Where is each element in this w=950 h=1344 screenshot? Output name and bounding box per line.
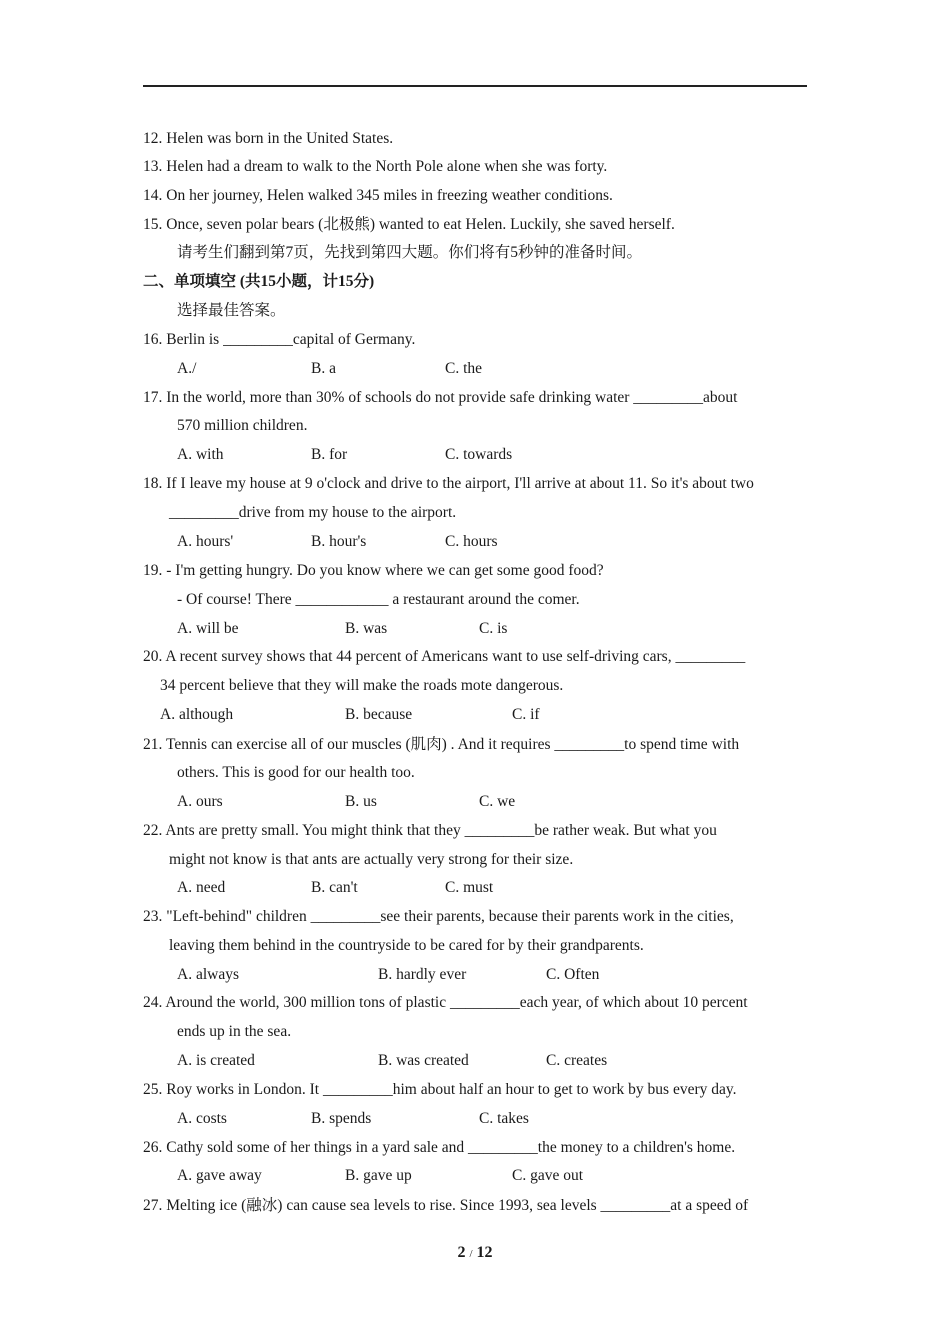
listening-instruction: 请考生们翻到第7页，先找到第四大题。你们将有5秒钟的准备时间。: [177, 244, 643, 261]
question-23-option-b: B. hardly ever: [378, 966, 467, 983]
page-number: [0, 1244, 950, 1262]
header-rule: [143, 85, 807, 87]
question-18-option-b: B. hour's: [311, 533, 367, 550]
question-22-option-a: A. need: [177, 879, 226, 896]
question-16-option-c: C. the: [445, 360, 483, 377]
question-17-stem-cont: 570 million children.: [177, 417, 308, 434]
question-21-stem: 21. Tennis can exercise all of our muscles (肌肉) . And it requires _________to spend time with: [143, 736, 740, 753]
question-22-option-b: B. can't: [311, 879, 358, 896]
page-separator: /: [469, 1248, 473, 1260]
question-16-stem: 16. Berlin is _________capital of Germany.: [143, 331, 416, 348]
question-21-stem-cont: others. This is good for our health too.: [177, 764, 415, 781]
question-22-stem: 22. Ants are pretty small. You might think that they _________be rather weak. But what you: [143, 822, 717, 839]
question-18-stem-cont: _________drive from my house to the airport.: [169, 504, 457, 521]
statement-13: 13. Helen had a dream to walk to the North Pole alone when she was forty.: [143, 158, 608, 175]
question-19-option-a: A. will be: [177, 620, 239, 637]
question-20-option-c: C. if: [512, 706, 540, 723]
question-22-stem-cont: might not know is that ants are actually very strong for their size.: [169, 851, 574, 868]
question-25-option-a: A. costs: [177, 1110, 227, 1127]
question-17-option-c: C. towards: [445, 446, 513, 463]
question-17-option-b: B. for: [311, 446, 348, 463]
statement-14: 14. On her journey, Helen walked 345 miles in freezing weather conditions.: [143, 187, 613, 204]
question-23-stem: 23. "Left-behind" children _________see their parents, because their parents work in the cities,: [143, 908, 734, 925]
question-24-stem-cont: ends up in the sea.: [177, 1023, 292, 1040]
question-22-option-c: C. must: [445, 879, 494, 896]
question-26-stem: 26. Cathy sold some of her things in a yard sale and _________the money to a children's home.: [143, 1139, 736, 1156]
question-20-stem: 20. A recent survey shows that 44 percent of Americans want to use self-driving cars, _________: [143, 648, 746, 665]
question-21-option-c: C. we: [479, 793, 516, 810]
question-16-option-a: A./: [177, 360, 197, 377]
question-19-stem-cont: - Of course! There ____________ a restaurant around the comer.: [177, 591, 580, 608]
question-26-option-b: B. gave up: [345, 1167, 412, 1184]
page-total: 12: [476, 1244, 493, 1261]
section-heading: 二、单项填空 (共15小题，计15分): [143, 273, 375, 290]
question-24-option-b: B. was created: [378, 1052, 469, 1069]
question-18-stem: 18. If I leave my house at 9 o'clock and drive to the airport, I'll arrive at about 11. So it's about two: [143, 475, 754, 492]
question-26-option-a: A. gave away: [177, 1167, 262, 1184]
question-26-option-c: C. gave out: [512, 1167, 584, 1184]
question-20-option-b: B. because: [345, 706, 413, 723]
statement-12: 12. Helen was born in the United States.: [143, 130, 394, 147]
question-23-stem-cont: leaving them behind in the countryside to be cared for by their grandparents.: [169, 937, 644, 954]
question-20-option-a: A. although: [160, 706, 234, 723]
question-20-stem-cont: 34 percent believe that they will make the roads mote dangerous.: [160, 677, 564, 694]
question-24-option-a: A. is created: [177, 1052, 255, 1069]
question-23-option-a: A. always: [177, 966, 239, 983]
question-17-option-a: A. with: [177, 446, 224, 463]
question-19-option-b: B. was: [345, 620, 388, 637]
question-21-option-a: A. ours: [177, 793, 223, 810]
question-23-option-c: C. Often: [546, 966, 600, 983]
question-17-stem: 17. In the world, more than 30% of schools do not provide safe drinking water _________about: [143, 389, 738, 406]
question-24-stem: 24. Around the world, 300 million tons of plastic _________each year, of which about 10 percent: [143, 994, 748, 1011]
section-subheading: 选择最佳答案。: [177, 302, 286, 319]
question-27-stem: 27. Melting ice (融冰) can cause sea levels to rise. Since 1993, sea levels _________at a speed of: [143, 1197, 749, 1214]
question-25-option-c: C. takes: [479, 1110, 529, 1127]
statement-15: 15. Once, seven polar bears (北极熊) wanted to eat Helen. Luckily, she saved herself.: [143, 216, 675, 233]
question-19-stem: 19. - I'm getting hungry. Do you know where we can get some good food?: [143, 562, 604, 579]
question-25-option-b: B. spends: [311, 1110, 372, 1127]
question-18-option-c: C. hours: [445, 533, 498, 550]
question-16-option-b: B. a: [311, 360, 336, 377]
question-18-option-a: A. hours': [177, 533, 234, 550]
question-24-option-c: C. creates: [546, 1052, 608, 1069]
question-21-option-b: B. us: [345, 793, 377, 810]
page-current: 2: [457, 1244, 466, 1261]
question-19-option-c: C. is: [479, 620, 508, 637]
question-25-stem: 25. Roy works in London. It _________him about half an hour to get to work by bus every day.: [143, 1081, 737, 1098]
